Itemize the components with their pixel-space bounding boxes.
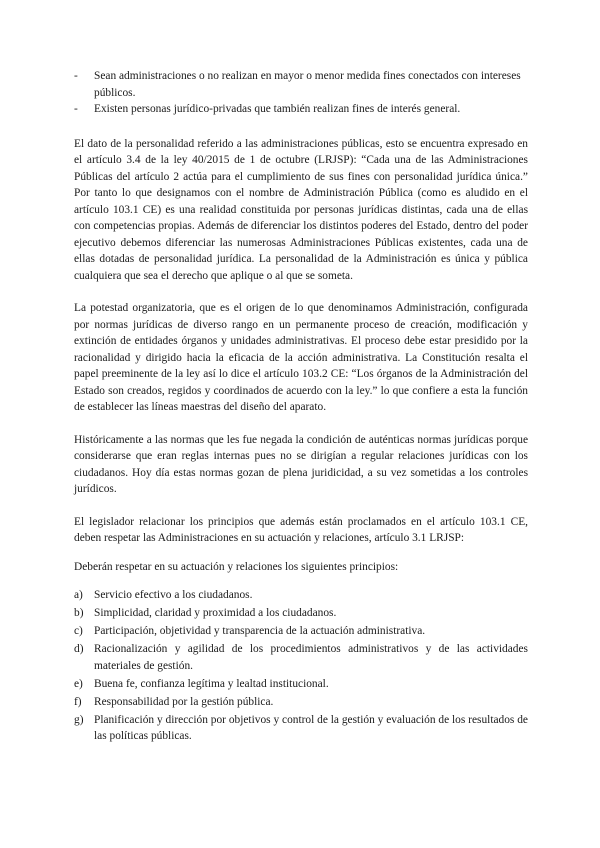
list-item-text: Servicio efectivo a los ciudadanos. [94, 589, 253, 601]
dash-list [74, 68, 528, 118]
paragraph-personalidad: El dato de la personalidad referido a las administraciones públicas, esto se encuentra expresado en el artículo 3.4 de la ley 40/2015 de 1 de octubre (LRJSP): “Cada una de las Administraciones Públicas del artículo 2 actúa para el cumplimiento de sus fines con personalidad jurídica única.” Por tanto lo que designamos con el nombre de Administración Pública (como es aludido en el artículo 103.1 CE) es una realidad constituida por personas jurídicas distintas, cada una de ellas con competencias propias. Además de diferenciar los distintos poderes del Estado, dentro del poder ejecutivo debemos diferenciar las numerosas Administraciones Públicas existentes, cada una de ellas dotadas de personalidad jurídica. La personalidad de la Administración es única y pública cualquiera que sea el derecho que aplique o al que se someta. [74, 137, 528, 282]
list-item-text: Simplicidad, claridad y proximidad a los ciudadanos. [94, 607, 337, 619]
list-marker: g) [74, 713, 84, 726]
list-item-text: Buena fe, confianza legítima y lealtad institucional. [94, 677, 329, 690]
list-item [74, 605, 528, 622]
list-item [74, 68, 528, 101]
paragraph-principios-intro: Deberán respetar en su actuación y relaciones los siguientes principios: [74, 560, 399, 573]
list-item [74, 641, 528, 674]
list-item-text: Participación, objetividad y transparencia de la actuación administrativa. [94, 625, 426, 637]
list-marker: - [74, 70, 78, 82]
list-item-text: Existen personas jurídico-privadas que también realizan fines de interés general. [94, 103, 461, 115]
principles-list [74, 587, 528, 745]
list-item [74, 101, 528, 118]
paragraph-legislador: El legislador relacionar los principios que además están proclamados en el artículo 103.1 CE, deben respetar las Administraciones en su actuación y relaciones, artículo 3.1 LRJSP: [74, 515, 528, 544]
list-item-text: Sean administraciones o no realizan en mayor o menor medida fines conectados con intereses públicos. [94, 70, 521, 99]
list-marker: d) [74, 643, 84, 655]
list-item [74, 587, 528, 604]
list-item-text: Planificación y dirección por objetivos y control de la gestión y evaluación de los resultados de las políticas públicas. [94, 713, 528, 742]
paragraph-historicamente: Históricamente a las normas que les fue negada la condición de auténticas normas jurídicas porque considerarse que eran reglas internas pues no se dirigían a regular relaciones jurídicas con los ciudadanos. Hoy día estas normas gozan de plena juridicidad, a su vez sometidas a los controles jurídicos. [74, 433, 528, 495]
list-marker: - [74, 103, 78, 115]
list-item [74, 712, 528, 745]
list-item [74, 623, 528, 640]
list-marker: c) [74, 625, 83, 637]
list-item [74, 694, 528, 711]
list-item-text: Responsabilidad por la gestión pública. [94, 695, 274, 708]
list-item-text: Racionalización y agilidad de los procedimientos administrativos y de las actividades materiales de gestión. [94, 643, 528, 672]
list-marker: e) [74, 677, 83, 690]
list-marker: b) [74, 607, 84, 619]
paragraph-potestad: La potestad organizatoria, que es el origen de lo que denominamos Administración, configurada por normas jurídicas de diverso rango en un permanente proceso de creación, modificación y extinción de entidades órganos y unidades administrativas. El proceso debe estar presidido por la racionalidad y dirigido hacia la eficacia de la acción administrativa. La Constitución resalta el papel preeminente de la ley así lo dice el artículo 103.2 CE: “Los órganos de la Administración del Estado son creados, regidos y coordinados de acuerdo con la ley.” lo que confiere a esta la función de establecer las líneas maestras del diseño del aparato. [74, 302, 528, 413]
list-item [74, 676, 528, 693]
list-marker: f) [74, 695, 82, 708]
list-marker: a) [74, 589, 83, 601]
